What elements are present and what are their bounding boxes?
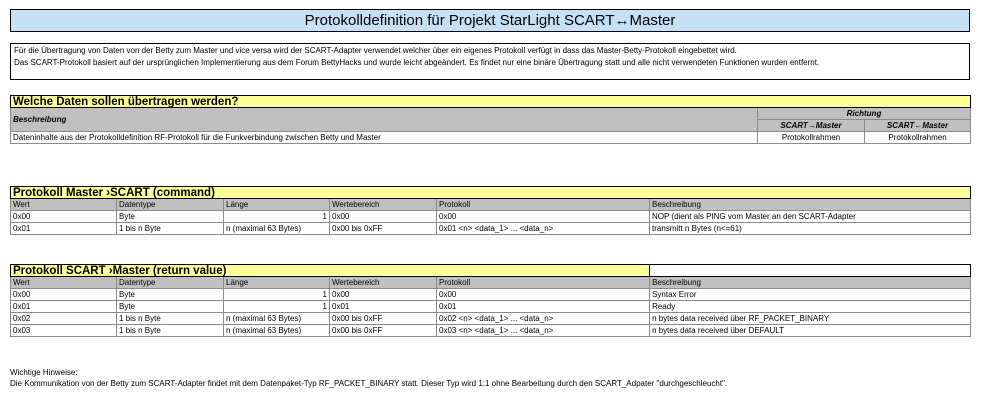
table-row: [11, 223, 971, 235]
col-header-wert: Wert: [11, 277, 117, 289]
cell-datentype: 1 bis n Byte: [117, 325, 224, 337]
cell-datentype: Byte: [117, 301, 224, 313]
cell-laenge: 1: [224, 289, 330, 301]
cell-datentype: 1 bis n Byte: [117, 223, 224, 235]
section-heading-return: Protokoll SCART ›Master (return value): [11, 265, 650, 277]
table-row: [11, 301, 971, 313]
col-header-wert: Wert: [11, 199, 117, 211]
cell-wertebereich: 0x00: [330, 289, 437, 301]
table-row: [11, 325, 971, 337]
cell-wertebereich: 0x00 bis 0xFF: [330, 325, 437, 337]
cell-protokoll: 0x01 <n> <data_1> ... <data_n>: [437, 223, 650, 235]
notes-text: Die Kommunikation von der Betty zum SCART-Adapter findet mit dem Datenpaket-Typ RF_PACKET_BINARY statt. Dieser Typ wird 1:1 ohne Bearbeitung durch den SCART_Adpater "durchgeschleucht".: [10, 379, 728, 388]
col-header-protokoll: Protokoll: [437, 199, 650, 211]
section-heading-command: Protokoll Master ›SCART (command): [11, 187, 971, 199]
cell-datentype: Byte: [117, 211, 224, 223]
cell-wert: 0x00: [11, 289, 117, 301]
cell-wert: 0x01: [11, 301, 117, 313]
header-scart-to-master: SCART→Master: [758, 120, 865, 132]
cell-beschreibung: n bytes data received über DEFAULT: [650, 325, 971, 337]
cell-to-master: Protokollrahmen: [758, 132, 865, 144]
cell-laenge: n (maximal 63 Bytes): [224, 313, 330, 325]
col-header-beschreibung: Beschreibung: [650, 199, 971, 211]
cell-wertebereich: 0x00 bis 0xFF: [330, 223, 437, 235]
intro-line-2: Das SCART-Protokoll basiert auf der ursprünglichen Implementierung aus dem Forum BettyHacks und wurde leicht abgeändert. Es findet nur eine binäre Übertragung statt und alle nicht verwendeten Funktionen wurden entfernt.: [14, 57, 820, 67]
cell-from-master: Protokollrahmen: [865, 132, 971, 144]
table-row: [11, 211, 971, 223]
table-row: [11, 313, 971, 325]
cell-wert: 0x02: [11, 313, 117, 325]
col-header-wertebereich: Wertebereich: [330, 199, 437, 211]
cell-beschreibung: Syntax Error: [650, 289, 971, 301]
table-row: [11, 289, 971, 301]
cell-beschreibung: NOP (dient als PING vom Master an den SCART-Adapter: [650, 211, 971, 223]
header-richtung: Richtung: [758, 108, 971, 120]
data-overview-table: [10, 95, 971, 144]
col-header-beschreibung: Beschreibung: [650, 277, 971, 289]
cell-wert: 0x01: [11, 223, 117, 235]
cell-laenge: n (maximal 63 Bytes): [224, 325, 330, 337]
header-beschreibung: Beschreibung: [11, 108, 758, 132]
notes-section: [10, 367, 970, 389]
section-heading-overview: Welche Daten sollen übertragen werden?: [11, 96, 971, 108]
cell-wertebereich: 0x00 bis 0xFF: [330, 313, 437, 325]
cell-protokoll: 0x03 <n> <data_1> ... <data_n>: [437, 325, 650, 337]
cell-beschreibung: transmitt n Bytes (n<=61): [650, 223, 971, 235]
header-scart-from-master: SCART←Master: [865, 120, 971, 132]
cell-protokoll: 0x01: [437, 301, 650, 313]
cell-protokoll: 0x00: [437, 289, 650, 301]
col-header-laenge: Länge: [224, 199, 330, 211]
cell-laenge: 1: [224, 211, 330, 223]
cell-beschreibung: Ready: [650, 301, 971, 313]
cell-laenge: n (maximal 63 Bytes): [224, 223, 330, 235]
command-table: [10, 186, 971, 235]
intro-line-1: Für die Übertragung von Daten von der Betty zum Master und vice versa wird der SCART-Adapter verwendet welcher über ein eigenes Protokoll verfügt in dass das Master-Betty-Protokoll eingebettet wird.: [14, 46, 737, 55]
cell-datentype: Byte: [117, 289, 224, 301]
blank-header-cell: [650, 265, 971, 277]
page-title: Protokolldefinition für Projekt StarLight SCART↔Master: [10, 9, 970, 32]
col-header-datentype: Datentype: [117, 199, 224, 211]
cell-wert: 0x03: [11, 325, 117, 337]
cell-datentype: 1 bis n Byte: [117, 313, 224, 325]
cell-beschreibung: n bytes data received über RF_PACKET_BINARY: [650, 313, 971, 325]
cell-wert: 0x00: [11, 211, 117, 223]
cell-beschreibung: Dateninhalte aus der Protokolldefinition RF-Protokoll für die Funkverbindung zwischen Betty und Master: [11, 132, 758, 144]
cell-laenge: 1: [224, 301, 330, 313]
cell-wertebereich: 0x01: [330, 301, 437, 313]
col-header-wertebereich: Wertebereich: [330, 277, 437, 289]
intro-text: [10, 43, 970, 80]
col-header-protokoll: Protokoll: [437, 277, 650, 289]
cell-protokoll: 0x00: [437, 211, 650, 223]
col-header-laenge: Länge: [224, 277, 330, 289]
cell-protokoll: 0x02 <n> <data_1> ... <data_n>: [437, 313, 650, 325]
cell-wertebereich: 0x00: [330, 211, 437, 223]
return-value-table: [10, 264, 971, 337]
notes-heading: Wichtige Hinweise:: [10, 368, 78, 377]
col-header-datentype: Datentype: [117, 277, 224, 289]
